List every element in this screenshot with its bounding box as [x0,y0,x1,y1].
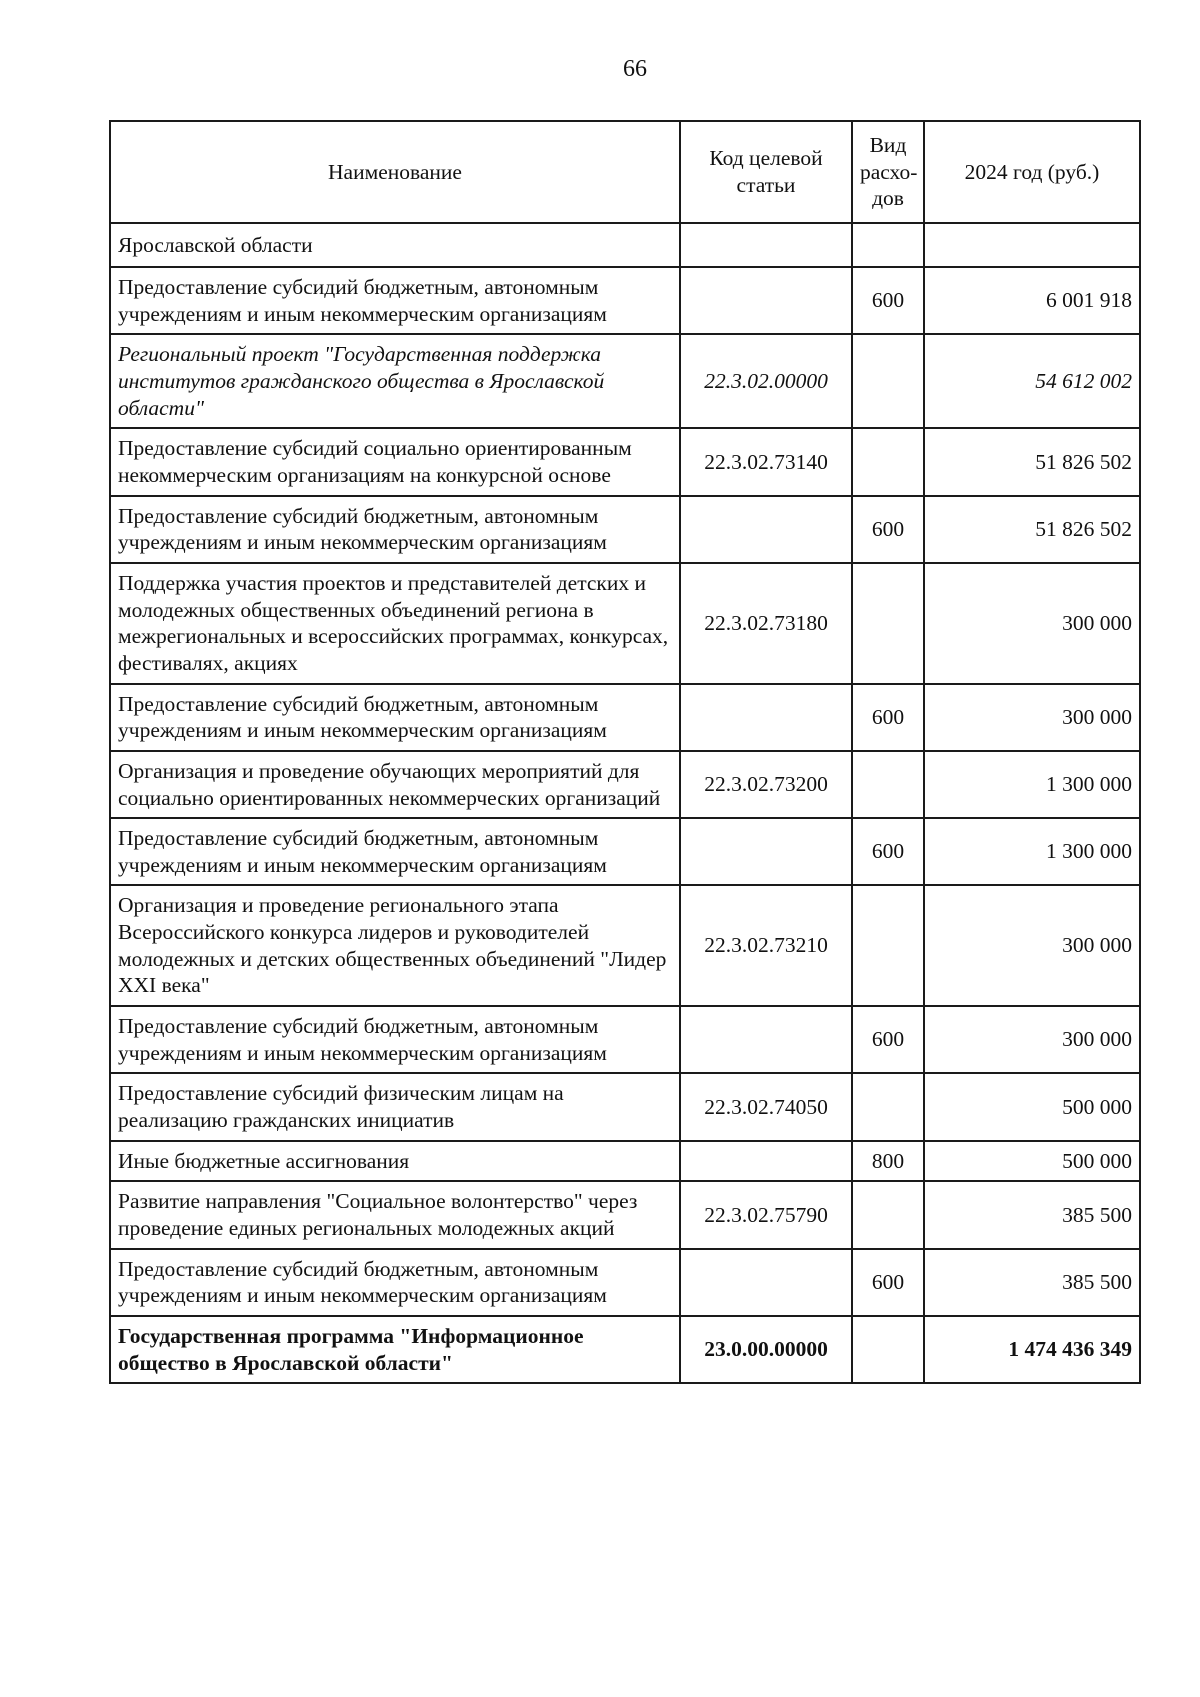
row-kind: 600 [852,267,924,334]
header-name: Наименование [110,121,680,223]
row-amount: 500 000 [924,1141,1140,1182]
row-kind: 800 [852,1141,924,1182]
table-row [110,563,1140,684]
row-name: Организация и проведение обучающих мероприятий для социально ориентированных некоммерческих организаций [110,751,680,818]
row-amount: 300 000 [924,885,1140,1006]
row-kind [852,1181,924,1248]
row-code [680,818,852,885]
row-amount: 54 612 002 [924,334,1140,428]
row-code: 22.3.02.00000 [680,334,852,428]
row-name: Предоставление субсидий физическим лицам на реализацию гражданских инициатив [110,1073,680,1140]
row-name: Предоставление субсидий бюджетным, автономным учреждениям и иным некоммерческим организациям [110,684,680,751]
row-name: Государственная программа "Информационное общество в Ярославской области" [110,1316,680,1383]
row-name: Поддержка участия проектов и представителей детских и молодежных общественных объединений региона в межрегиональных и всероссийских программах, конкурсах, фестивалях, акциях [110,563,680,684]
table-row [110,885,1140,1006]
table-row [110,223,1140,267]
row-kind [852,885,924,1006]
row-amount: 385 500 [924,1249,1140,1316]
row-amount: 385 500 [924,1181,1140,1248]
page-number: 66 [623,56,647,82]
table-header-row [110,121,1140,223]
row-code: 22.3.02.73210 [680,885,852,1006]
row-code [680,496,852,563]
row-code [680,1249,852,1316]
row-code [680,1006,852,1073]
row-name: Предоставление субсидий бюджетным, автономным учреждениям и иным некоммерческим организациям [110,1006,680,1073]
row-amount [924,223,1140,267]
budget-table [109,120,1141,1384]
row-kind: 600 [852,684,924,751]
row-amount: 51 826 502 [924,496,1140,563]
row-amount: 1 474 436 349 [924,1316,1140,1383]
table-row [110,1181,1140,1248]
row-name: Предоставление субсидий бюджетным, автономным учреждениям и иным некоммерческим организациям [110,496,680,563]
row-amount: 1 300 000 [924,751,1140,818]
row-name: Региональный проект "Государственная поддержка институтов гражданского общества в Ярославской области" [110,334,680,428]
table-row [110,334,1140,428]
row-amount: 6 001 918 [924,267,1140,334]
row-kind [852,563,924,684]
row-kind [852,223,924,267]
table-row [110,818,1140,885]
row-kind [852,428,924,495]
row-kind [852,1073,924,1140]
table-row [110,496,1140,563]
header-amount: 2024 год (руб.) [924,121,1140,223]
row-amount: 300 000 [924,684,1140,751]
row-code: 22.3.02.73140 [680,428,852,495]
row-code: 23.0.00.00000 [680,1316,852,1383]
row-code [680,1141,852,1182]
table-row [110,751,1140,818]
row-amount: 300 000 [924,563,1140,684]
row-kind: 600 [852,1249,924,1316]
row-name: Организация и проведение регионального этапа Всероссийского конкурса лидеров и руководителей молодежных и детских общественных объединений "Лидер XXI века" [110,885,680,1006]
table-row [110,684,1140,751]
table-row [110,1316,1140,1383]
row-kind: 600 [852,1006,924,1073]
row-code: 22.3.02.73200 [680,751,852,818]
row-code: 22.3.02.75790 [680,1181,852,1248]
header-code: Код целевой статьи [680,121,852,223]
row-name: Развитие направления "Социальное волонтерство" через проведение единых региональных молодежных акций [110,1181,680,1248]
row-kind [852,334,924,428]
row-code: 22.3.02.73180 [680,563,852,684]
row-name: Предоставление субсидий бюджетным, автономным учреждениям и иным некоммерческим организациям [110,818,680,885]
table-row [110,1141,1140,1182]
table-row [110,267,1140,334]
row-amount: 1 300 000 [924,818,1140,885]
row-kind [852,751,924,818]
table-row [110,1249,1140,1316]
row-name: Иные бюджетные ассигнования [110,1141,680,1182]
row-kind: 600 [852,496,924,563]
row-code [680,223,852,267]
row-name: Ярославской области [110,223,680,267]
table-row [110,1006,1140,1073]
row-amount: 500 000 [924,1073,1140,1140]
row-code [680,267,852,334]
row-kind: 600 [852,818,924,885]
header-kind: Вид расхо-дов [852,121,924,223]
row-amount: 300 000 [924,1006,1140,1073]
row-name: Предоставление субсидий бюджетным, автономным учреждениям и иным некоммерческим организациям [110,267,680,334]
row-name: Предоставление субсидий социально ориентированным некоммерческим организациям на конкурсной основе [110,428,680,495]
row-code: 22.3.02.74050 [680,1073,852,1140]
row-kind [852,1316,924,1383]
table-row [110,428,1140,495]
row-amount: 51 826 502 [924,428,1140,495]
row-name: Предоставление субсидий бюджетным, автономным учреждениям и иным некоммерческим организациям [110,1249,680,1316]
table-row [110,1073,1140,1140]
row-code [680,684,852,751]
